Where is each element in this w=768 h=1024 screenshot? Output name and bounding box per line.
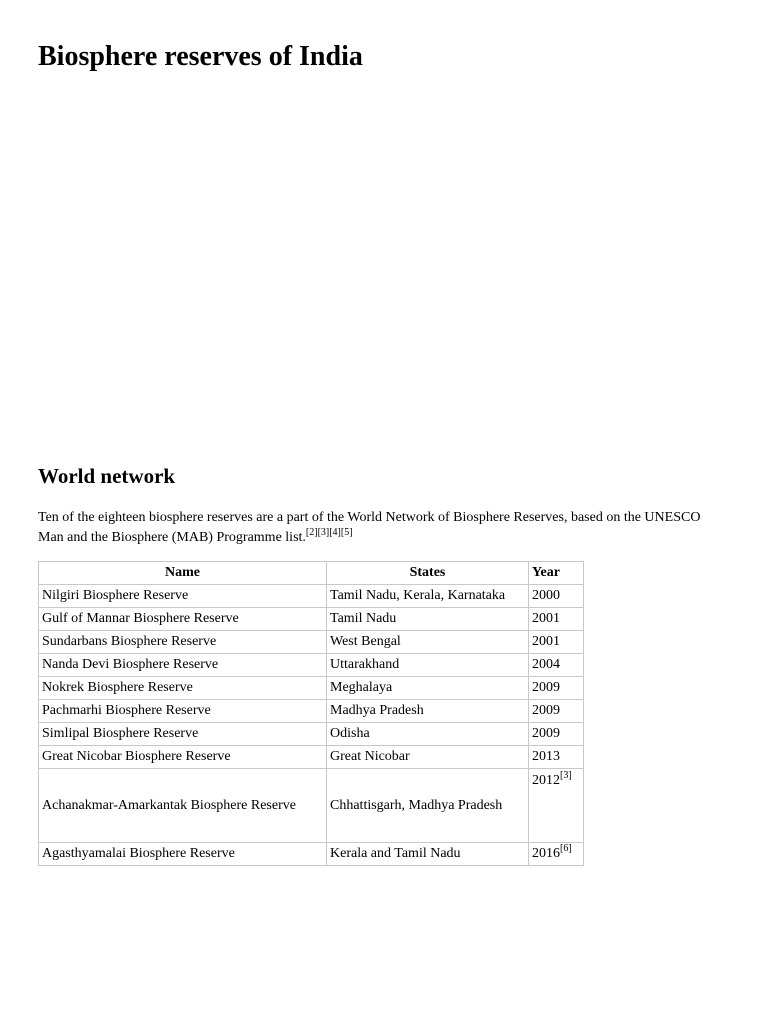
reserve-year-cell: 2009 — [529, 700, 584, 723]
reserve-states-cell: Great Nicobar — [327, 746, 529, 769]
reserve-year-cell: 2009 — [529, 723, 584, 746]
reserve-name-cell: Nilgiri Biosphere Reserve — [39, 585, 327, 608]
table-row — [39, 700, 584, 723]
reserve-year-cell: 2000 — [529, 585, 584, 608]
table-row — [39, 723, 584, 746]
table-row — [39, 631, 584, 654]
section-heading: World network — [38, 464, 176, 488]
reserve-year-cell: 2001 — [529, 608, 584, 631]
reserve-states-cell: Meghalaya — [327, 677, 529, 700]
table-row — [39, 677, 584, 700]
citation-link[interactable]: [6] — [560, 843, 572, 854]
reserve-states-cell: Chhattisgarh, Madhya Pradesh — [327, 769, 529, 843]
table-row — [39, 608, 584, 631]
reserve-year-cell — [529, 843, 584, 866]
reserve-year-cell: 2013 — [529, 746, 584, 769]
table-row — [39, 654, 584, 677]
reserve-states-cell: Odisha — [327, 723, 529, 746]
reserve-states-cell: Uttarakhand — [327, 654, 529, 677]
reserve-year-cell: 2009 — [529, 677, 584, 700]
reserve-name-cell: Simlipal Biosphere Reserve — [39, 723, 327, 746]
column-header-year: Year — [529, 562, 584, 585]
table-header-row — [39, 562, 584, 585]
table-row — [39, 585, 584, 608]
reserve-year-value: 2016 — [532, 846, 560, 861]
reserve-year-value: 2012 — [532, 773, 560, 788]
reserve-states-cell: Tamil Nadu, Kerala, Karnataka — [327, 585, 529, 608]
reserve-year-cell: 2001 — [529, 631, 584, 654]
citation-link[interactable]: [3] — [560, 770, 572, 781]
reserve-name-cell: Great Nicobar Biosphere Reserve — [39, 746, 327, 769]
reserve-name-cell: Sundarbans Biosphere Reserve — [39, 631, 327, 654]
reserve-name-cell: Pachmarhi Biosphere Reserve — [39, 700, 327, 723]
intro-text: Ten of the eighteen biosphere reserves are a part of the World Network of Biosphere Reserves, based on the UNESCO Man and the Biosphere (MAB) Programme list. — [38, 510, 701, 545]
reserve-name-cell: Agasthyamalai Biosphere Reserve — [39, 843, 327, 866]
reserve-year-cell — [529, 769, 584, 843]
reserve-states-cell: Tamil Nadu — [327, 608, 529, 631]
page-title: Biosphere reserves of India — [38, 41, 363, 72]
table-row — [39, 746, 584, 769]
reserve-states-cell: West Bengal — [327, 631, 529, 654]
column-header-states: States — [327, 562, 529, 585]
reserve-year-cell: 2004 — [529, 654, 584, 677]
reserve-name-cell: Gulf of Mannar Biosphere Reserve — [39, 608, 327, 631]
intro-citation-links[interactable]: [2][3][4][5] — [305, 527, 353, 538]
table-row — [39, 843, 584, 866]
biosphere-reserves-table — [38, 561, 584, 866]
reserve-name-cell: Achanakmar-Amarkantak Biosphere Reserve — [39, 769, 327, 843]
table-row — [39, 769, 584, 843]
intro-paragraph — [38, 508, 728, 548]
reserve-name-cell: Nanda Devi Biosphere Reserve — [39, 654, 327, 677]
reserve-states-cell: Kerala and Tamil Nadu — [327, 843, 529, 866]
column-header-name: Name — [39, 562, 327, 585]
reserve-name-cell: Nokrek Biosphere Reserve — [39, 677, 327, 700]
reserve-states-cell: Madhya Pradesh — [327, 700, 529, 723]
